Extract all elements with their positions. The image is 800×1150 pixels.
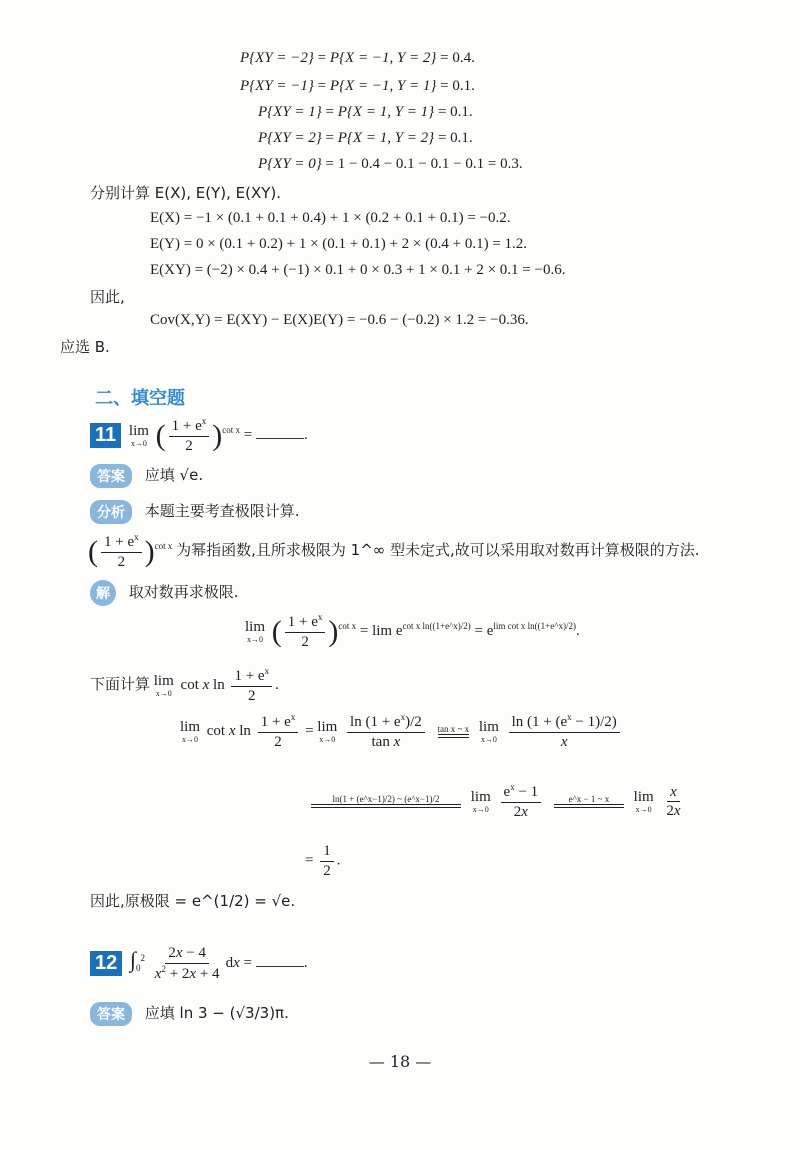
prob-line-4: P{XY = 2} = P{X = 1, Y = 2} = 0.1. [258, 130, 473, 146]
expectation-xy: E(XY) = (−2) × 0.4 + (−1) × 0.1 + 0 × 0.3 + 1 × 0.1 + 2 × 0.1 = −0.6. [150, 262, 566, 278]
q12-number: 12 [90, 951, 122, 976]
section-title: 二、填空题 [95, 388, 185, 409]
q11-conclusion: 因此,原极限 = e^(1/2) = √e. [90, 892, 296, 910]
prob-line-5: P{XY = 0} = 1 − 0.4 − 0.1 − 0.1 − 0.1 = 0.3. [258, 156, 523, 172]
q11-derivation-3: = $\frac{1}{2}$ . [305, 843, 341, 879]
prob-line-1: P{XY = −2} = P{X = −1, Y = 2} = 0.4. [240, 50, 475, 66]
answer-badge: 答案 [90, 1002, 132, 1026]
q11-derivation-1: lim x→0 cot x ln $\frac{1 + e^x}{2}$ = lim x→0 $\frac{\ln (1 + e^x)/2}{\text{tan x}}$ tan x ~ x lim x→0 $\frac{\ln (1 + (e^x - 1)/2)}{x}$ [180, 712, 623, 752]
q12-blank [256, 954, 304, 967]
choose-answer: 应选 B. [60, 338, 110, 356]
q11-log-transform: lim x→0 ( $\frac{1 + e^x}{2}$ )$^{cot x} = \lim e^{cot x ln((1+e\^{}x)/2)} = e^{lim cot x ln((1+e\^{}x)/2)}$. [245, 612, 580, 650]
page-number: — 18 — [368, 1052, 432, 1071]
q11-derivation-2: ln(1 + (e^x−1)/2) ~ (e^x−1)/2 lim x→0 $\frac{e^x - 1}{2x}$ e^x − 1 ~ x lim x→0 $\frac{x}{2x}$ [305, 782, 687, 822]
therefore-label: 因此, [90, 288, 125, 306]
q11-answer-line [90, 464, 203, 488]
expectation-y: E(Y) = 0 × (0.1 + 0.2) + 1 × (0.1 + 0.1) + 2 × (0.4 + 0.1) = 1.2. [150, 236, 528, 252]
q11-solution: 取对数再求极限. [128, 583, 239, 601]
q11-question: 11 lim x→0 ( $\frac{1 + e^x}{2}$ )$^{cot x}$ = . [90, 416, 308, 456]
expectation-x: E(X) = −1 × (0.1 + 0.1 + 0.4) + 1 × (0.2 + 0.1 + 0.1) = −0.2. [150, 210, 511, 226]
q11-answer: 应填 √e. [144, 466, 204, 484]
q11-number: 11 [90, 423, 121, 448]
q11-analysis: 本题主要考查极限计算. [144, 502, 300, 520]
q11-analysis-2: ( $\frac{1 + e^x}{2}$ )$^{cot x}$ 为幂指函数,且所求极限为 1^∞ 型未定式,故可以采用取对数再计算极限的方法. [88, 532, 700, 570]
answer-badge: 答案 [90, 464, 132, 488]
q11-analysis-line [90, 500, 300, 524]
solution-badge: 解 [90, 580, 116, 606]
prob-line-3: P{XY = 1} = P{X = 1, Y = 1} = 0.1. [258, 104, 473, 120]
q12-answer-line [90, 1002, 289, 1026]
q11-below-compute: 下面计算 lim x→0 cot x ln $\frac{1 + e^x}{2}$ . [90, 666, 279, 704]
prob-line-2: P{XY = −1} = P{X = −1, Y = 1} = 0.1. [240, 78, 475, 94]
q12-question: 12 $\int_0^2$ $\frac{2x - 4}{x^2 + 2x + 4}$ dx = . [90, 944, 307, 984]
compute-intro: 分别计算 E(X), E(Y), E(XY). [90, 184, 282, 202]
covariance-line: Cov(X,Y) = E(XY) − E(X)E(Y) = −0.6 − (−0.2) × 1.2 = −0.36. [150, 312, 529, 328]
lim-symbol: lim x→0 [128, 423, 149, 449]
q11-blank [256, 426, 304, 439]
q11-solution-line [90, 580, 239, 606]
analysis-badge: 分析 [90, 500, 132, 524]
q12-answer: 应填 ln 3 − (√3/3)π. [144, 1004, 289, 1022]
